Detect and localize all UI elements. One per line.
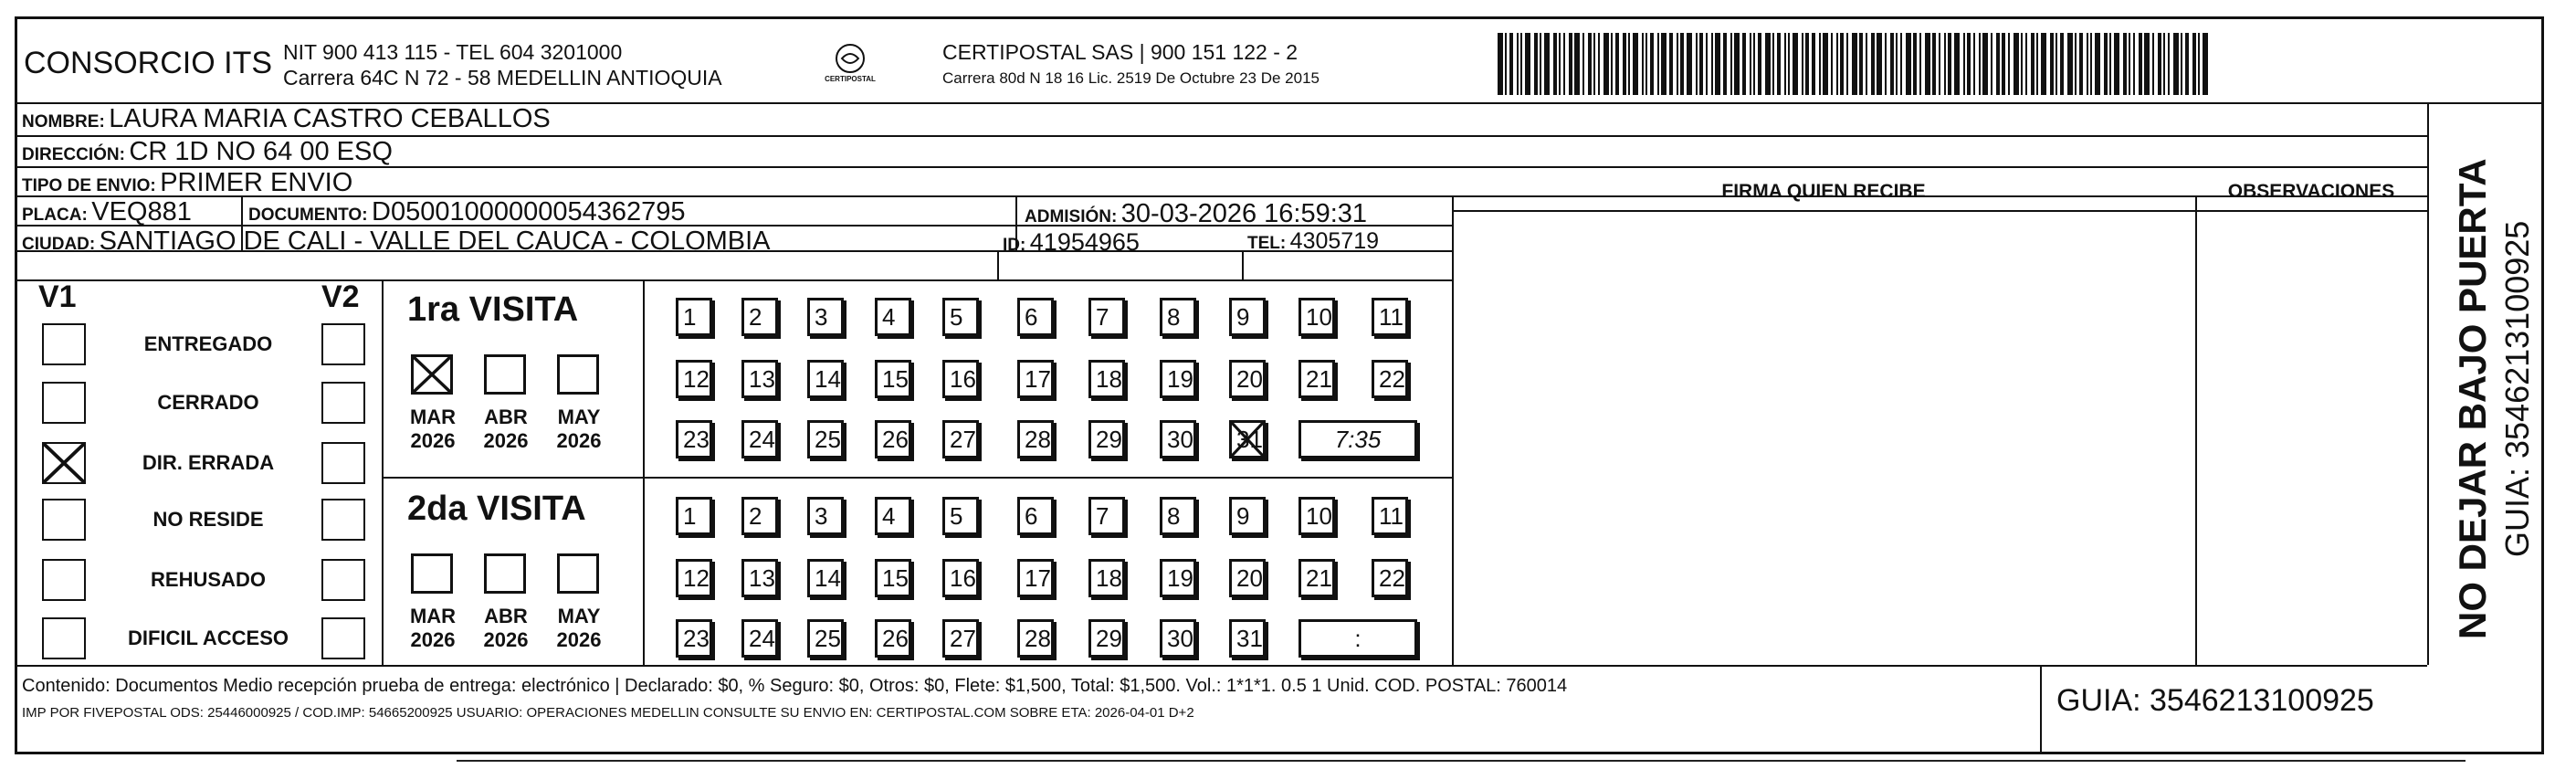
day-cell[interactable]: 4 [875,497,911,535]
direccion-row [22,137,393,167]
day-cell[interactable]: 2 [741,497,778,535]
day-cell[interactable]: 13 [741,559,778,597]
visit-month-label: ABR [484,406,528,428]
nombre-label: NOMBRE: [22,112,105,132]
status-v1-checkbox[interactable] [42,499,86,541]
company-name: CONSORCIO ITS [24,46,273,80]
tel-value: 4305719 [1289,228,1379,254]
day-cell[interactable]: 16 [942,559,979,597]
day-cell[interactable]: 19 [1160,559,1196,597]
day-cell[interactable]: 1 [676,497,712,535]
tipo-envio-value: PRIMER ENVIO [160,168,353,197]
placa-label: PLACA: [22,205,88,225]
day-cell[interactable]: 29 [1088,420,1125,458]
ciudad-label: CIUDAD: [22,235,96,254]
visit-month-label: ABR [484,605,528,627]
status-v2-checkbox[interactable] [321,323,365,365]
day-cell[interactable]: 28 [1017,420,1054,458]
day-cell[interactable]: 24 [741,420,778,458]
day-cell[interactable]: 22 [1372,360,1408,398]
documento-label: DOCUMENTO: [248,205,368,225]
visit-year-label: 2026 [410,628,456,651]
status-v1-checkbox[interactable] [42,323,86,365]
day-cell[interactable]: 15 [875,360,911,398]
tel-label: TEL: [1247,234,1287,253]
day-cell[interactable]: 8 [1160,497,1196,535]
status-label: ENTREGADO [143,332,273,355]
visit-year-label: 2026 [483,429,529,452]
day-cell[interactable]: 22 [1372,559,1408,597]
day-cell[interactable]: 2 [741,298,778,336]
footer-line2: IMP POR FIVEPOSTAL ODS: 25446000925 / COD.IMP: 54665200925 USUARIO: OPERACIONES MEDELLIN CONSULTE SU ENVIO EN: CERTIPOSTAL.COM SOBRE ETA: 2026-04-01 D+2 [22,705,1194,721]
firma-header: FIRMA QUIEN RECIBE [1721,181,1926,202]
day-cell[interactable]: 27 [942,619,979,658]
status-v2-checkbox[interactable] [321,559,365,601]
carrier-name: CERTIPOSTAL SAS | 900 151 122 - 2 [942,40,1299,64]
day-cell[interactable]: 7 [1088,298,1125,336]
day-cell[interactable]: 18 [1088,559,1125,597]
day-cell[interactable]: 21 [1299,559,1335,597]
status-label: CERRADO [157,391,259,414]
documento-value: D05001000000054362795 [372,197,686,226]
day-cell[interactable]: 8 [1160,298,1196,336]
day-cell[interactable]: 25 [807,420,844,458]
day-cell[interactable]: 9 [1229,298,1266,336]
documento-field [248,197,686,227]
certipostal-logo-icon [818,40,882,91]
day-cell[interactable]: 16 [942,360,979,398]
visit-time-field[interactable]: 7:35 [1299,420,1417,458]
day-cell[interactable]: 31 [1229,420,1266,458]
status-label: DIR. ERRADA [142,451,275,474]
status-v2-checkbox[interactable] [321,499,365,541]
day-cell[interactable]: 23 [676,420,712,458]
day-cell[interactable]: 31 [1229,619,1266,658]
ciudad-value: SANTIAGO DE CALI - VALLE DEL CAUCA - COLOMBIA [99,226,771,256]
visit-month-checkbox[interactable] [484,553,526,594]
day-cell[interactable]: 18 [1088,360,1125,398]
visit-month-label: MAR [409,605,457,627]
day-cell[interactable]: 10 [1299,298,1335,336]
company-address: Carrera 64C N 72 - 58 MEDELLIN ANTIOQUIA [283,66,722,90]
visit-time-field[interactable]: : [1299,619,1417,658]
day-cell[interactable]: 4 [875,298,911,336]
day-cell[interactable]: 13 [741,360,778,398]
visit-month-checkbox[interactable] [411,553,453,594]
day-cell[interactable]: 14 [807,559,844,597]
status-v2-checkbox[interactable] [321,617,365,659]
id-value: 41954965 [1029,228,1140,256]
day-cell[interactable]: 12 [676,559,712,597]
day-cell[interactable]: 26 [875,619,911,658]
admision-value: 30-03-2026 16:59:31 [1120,199,1368,228]
id-label: ID: [1003,236,1026,255]
day-cell[interactable]: 17 [1017,559,1054,597]
visit-year-label: 2026 [410,429,456,452]
carrier-license: Carrera 80d N 18 16 Lic. 2519 De Octubre 23 De 2015 [942,69,1320,87]
day-cell[interactable]: 5 [942,497,979,535]
visit-month-label: MAR [409,406,457,428]
day-cell[interactable]: 5 [942,298,979,336]
status-v2-checkbox[interactable] [321,382,365,424]
status-v1-checkbox[interactable] [42,559,86,601]
day-cell[interactable]: 27 [942,420,979,458]
barcode [1498,33,2219,95]
tipo-envio-row [22,168,352,198]
side-warning: NO DEJAR BAJO PUERTA [2451,158,2494,639]
day-cell[interactable]: 20 [1229,559,1266,597]
visit-month-checkbox[interactable] [557,354,599,395]
visit-month-label: MAY [557,406,601,428]
tipo-envio-label: TIPO DE ENVIO: [22,176,156,195]
observaciones-header: OBSERVACIONES [2227,181,2395,202]
day-cell[interactable]: 7 [1088,497,1125,535]
side-guia: GUIA: 3546213100925 [2498,220,2536,557]
visit-month-checkbox[interactable] [557,553,599,594]
day-cell[interactable]: 17 [1017,360,1054,398]
nombre-value: LAURA MARIA CASTRO CEBALLOS [109,104,551,133]
day-cell[interactable]: 3 [807,497,844,535]
day-cell[interactable]: 11 [1372,298,1408,336]
day-cell[interactable]: 24 [741,619,778,658]
placa-field [22,197,192,227]
day-cell[interactable]: 3 [807,298,844,336]
v2-header: V2 [321,279,360,314]
certipostal-logo-text: CERTIPOSTAL [825,75,876,83]
day-cell[interactable]: 6 [1017,497,1054,535]
day-cell[interactable]: 6 [1017,298,1054,336]
visit-title: 2da VISITA [407,490,586,528]
tel-field [1247,228,1379,255]
day-cell[interactable]: 30 [1160,619,1196,658]
visit-year-label: 2026 [556,628,602,651]
status-v2-checkbox[interactable] [321,442,365,484]
placa-value: VEQ881 [91,197,192,226]
visit-year-label: 2026 [556,429,602,452]
day-cell[interactable]: 21 [1299,360,1335,398]
direccion-value: CR 1D NO 64 00 ESQ [129,137,393,166]
visit-month-checkbox[interactable] [484,354,526,395]
footer-line1: Contenido: Documentos Medio recepción prueba de entrega: electrónico | Declarado: $0, % Seguro: $0, Otros: $0, Flete: $1,500, Total: $1,500. Vol.: 1*1*1. 0.5 1 Unid. COD. POSTAL: 760014 [22,676,1568,696]
day-cell[interactable]: 1 [676,298,712,336]
status-label: REHUSADO [151,568,266,591]
day-cell[interactable]: 20 [1229,360,1266,398]
day-cell[interactable]: 14 [807,360,844,398]
ciudad-field [22,226,771,257]
admision-label: ADMISIÓN: [1025,207,1118,226]
id-field [1003,228,1140,257]
day-cell[interactable]: 19 [1160,360,1196,398]
status-v1-checkbox[interactable] [42,617,86,659]
day-cell[interactable]: 9 [1229,497,1266,535]
direccion-label: DIRECCIÓN: [22,145,125,164]
day-cell[interactable]: 12 [676,360,712,398]
v1-header: V1 [38,279,77,314]
status-v1-checkbox[interactable] [42,442,86,484]
day-cell[interactable]: 30 [1160,420,1196,458]
visit-year-label: 2026 [483,628,529,651]
day-cell[interactable]: 10 [1299,497,1335,535]
day-cell[interactable]: 11 [1372,497,1408,535]
status-label: DIFICIL ACCESO [127,627,289,649]
day-cell[interactable]: 25 [807,619,844,658]
footer-guia: GUIA: 3546213100925 [2056,683,2374,718]
visit-month-label: MAY [557,605,601,627]
admision-field [1025,199,1367,229]
day-cell[interactable]: 15 [875,559,911,597]
visit-title: 1ra VISITA [407,290,579,329]
day-cell[interactable]: 28 [1017,619,1054,658]
day-cell[interactable]: 23 [676,619,712,658]
status-v1-checkbox[interactable] [42,382,86,424]
visit-month-checkbox[interactable] [411,354,453,395]
status-label: NO RESIDE [152,508,264,531]
nombre-row [22,104,551,134]
company-nit: NIT 900 413 115 - TEL 604 3201000 [283,40,623,64]
day-cell[interactable]: 26 [875,420,911,458]
day-cell[interactable]: 29 [1088,619,1125,658]
